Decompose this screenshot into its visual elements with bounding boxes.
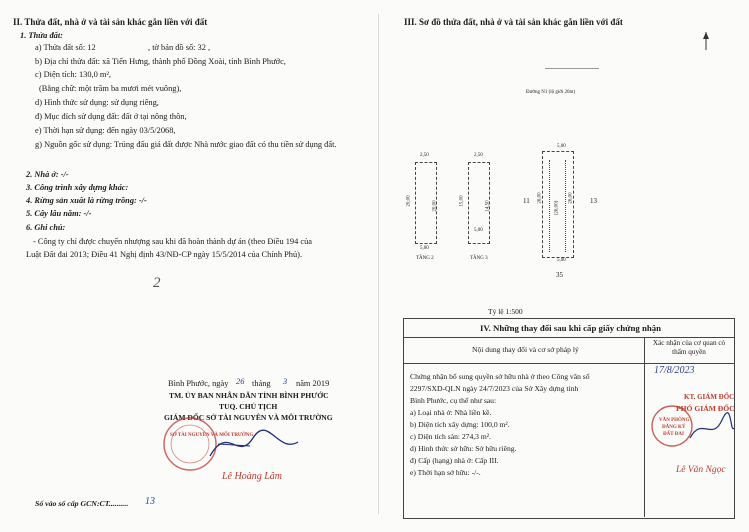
lot-top-width: 5,00 bbox=[557, 144, 566, 149]
section-3-heading: III. Sơ đồ thửa đất, nhà ở và tài sản khác gắn liền với đất bbox=[404, 17, 623, 27]
change-build-area: b) Diện tích xây dựng: 100,0 m². bbox=[410, 420, 510, 429]
change-grade: đ) Cấp (hạng) nhà ở: Cấp III. bbox=[410, 456, 499, 465]
confirm-title: PHÓ GIÁM ĐỐC bbox=[676, 404, 735, 413]
org-line-1: TM. ỦY BAN NHÂN DÂN TỈNH BÌNH PHƯỚC bbox=[169, 391, 329, 400]
north-arrow-icon bbox=[700, 30, 712, 52]
map-scale: Tỷ lệ 1:500 bbox=[488, 307, 523, 316]
org-line-3: GIÁM ĐỐC SỞ TÀI NGUYÊN VÀ MÔI TRƯỜNG bbox=[164, 413, 333, 422]
floor2-caption: TẦNG 2 bbox=[416, 256, 434, 261]
use-purpose: đ) Mục đích sử dụng đất: đất ở tại nông thôn, bbox=[35, 112, 187, 121]
forest-item: 4. Rừng sản xuất là rừng trồng: -/- bbox=[26, 196, 147, 205]
change-term: e) Thời hạn sở hữu: -/-. bbox=[410, 468, 481, 477]
lot-inner-label: (26,00) bbox=[554, 200, 560, 216]
col-confirm-header: Xác nhận của cơ quan có thẩm quyền bbox=[652, 339, 726, 356]
change-line-2: 2297/SXD-QLN ngày 24/7/2023 của Sở Xây dựng tỉnh bbox=[410, 384, 579, 393]
floor3-top: 2,50 bbox=[474, 153, 483, 158]
confirm-stamp-and-signature bbox=[650, 398, 735, 450]
parcel-address: b) Địa chỉ thửa đất: xã Tiến Hưng, thành phố Đồng Xoài, tỉnh Bình Phước, bbox=[35, 57, 286, 66]
notes-title: 6. Ghi chú: bbox=[26, 223, 66, 232]
date-day: 26 bbox=[236, 377, 245, 386]
parcel-area: c) Diện tích: 130,0 m², bbox=[35, 70, 112, 79]
stamp2-line-3: ĐẤT ĐAI bbox=[663, 432, 684, 437]
date-year: năm 2019 bbox=[296, 379, 330, 388]
floor2-top: 2,50 bbox=[420, 153, 429, 158]
map-sheet: , tờ bản đồ số: 32 , bbox=[148, 43, 211, 52]
neighbor-left: 11 bbox=[523, 197, 530, 205]
lot-bottom-width: 5,00 bbox=[557, 258, 566, 263]
parcel-area-words: (Bằng chữ: một trăm ba mươi mét vuông), bbox=[39, 84, 182, 93]
issue-register-number: Số vào sổ cấp GCN:CT.......... bbox=[35, 499, 129, 508]
section-2-heading: II. Thửa đất, nhà ở và tài sản khác gắn liền với đất bbox=[13, 17, 208, 27]
change-line-1: Chứng nhận bổ sung quyền sở hữu nhà ở theo Công văn số bbox=[410, 372, 590, 381]
date-place: Bình Phước, ngày bbox=[168, 379, 229, 388]
handwritten-mark: 2 bbox=[153, 275, 161, 291]
note-line-2: Luật Đất đai 2013; Điều 41 Nghị định 43/NĐ-CP ngày 15/5/2014 của Chính Phủ). bbox=[26, 250, 303, 259]
land-parcel-title: 1. Thửa đất: bbox=[20, 31, 63, 40]
org-line-2: TUQ. CHỦ TỊCH bbox=[219, 402, 278, 411]
road-label: Đường N1 (lộ giới 20m) bbox=[526, 90, 576, 95]
other-works-item: 3. Công trình xây dựng khác: bbox=[26, 183, 129, 192]
stamp2-line-1: VĂN PHÒNG bbox=[659, 418, 690, 423]
date-month: 3 bbox=[283, 377, 288, 386]
floor3-side-2: 14,50 bbox=[485, 200, 491, 212]
note-line-1: - Công ty chỉ được chuyển nhượng sau khi đã hoàn thành dự án (theo Điều 194 của bbox=[33, 237, 313, 246]
stamp2-line-2: ĐĂNG KÝ bbox=[662, 425, 686, 430]
parcel-number: a) Thửa đất số: 12 bbox=[35, 43, 96, 52]
house-item: 2. Nhà ở: -/- bbox=[26, 170, 69, 179]
floor3-caption: TẦNG 3 bbox=[470, 256, 488, 261]
road-line bbox=[545, 68, 599, 69]
change-house-type: a) Loại nhà ở: Nhà liền kề. bbox=[410, 408, 492, 417]
neighbor-bottom: 35 bbox=[556, 271, 563, 279]
stamp-text: SỞ TÀI NGUYÊN VÀ MÔI TRƯỜNG bbox=[170, 433, 254, 438]
change-floor-area: c) Diện tích sàn: 274,3 m². bbox=[410, 432, 491, 441]
floor2-bottom: 5,00 bbox=[420, 246, 429, 251]
confirm-kt-label: KT. GIÁM ĐỐC bbox=[684, 393, 735, 401]
confirm-date-handwritten: 17/8/2023 bbox=[654, 365, 695, 376]
table-rule-1 bbox=[404, 337, 734, 338]
signer-name: Lê Hoàng Lâm bbox=[222, 471, 283, 482]
page-divider bbox=[378, 14, 379, 514]
perennial-item: 5. Cây lâu năm: -/- bbox=[26, 209, 92, 218]
official-stamp-and-signature bbox=[158, 414, 308, 474]
use-term: e) Thời hạn sử dụng: đến ngày 03/5/2068, bbox=[35, 126, 176, 135]
floor2-side-2: 20,00 bbox=[432, 200, 438, 212]
floor3-bottom: 5,00 bbox=[474, 228, 483, 233]
neighbor-right: 13 bbox=[590, 197, 597, 205]
change-ownership: d) Hình thức sở hữu: Sở hữu riêng. bbox=[410, 444, 517, 453]
issue-register-handwritten: 13 bbox=[145, 496, 155, 507]
floor3-side: 15,00 bbox=[459, 195, 465, 207]
table-col-divider bbox=[644, 337, 645, 517]
table-rule-2 bbox=[404, 363, 734, 364]
floor2-side: 20,00 bbox=[406, 195, 412, 207]
col-content-header: Nội dung thay đổi và cơ sở pháp lý bbox=[472, 345, 579, 354]
date-month-label: tháng bbox=[252, 379, 271, 388]
use-form: d) Hình thức sử dụng: sử dụng riêng, bbox=[35, 98, 159, 107]
lot-side-2: 26,00 bbox=[568, 192, 574, 204]
lot-side-1: 26,00 bbox=[537, 192, 543, 204]
signer2-name: Lê Văn Ngọc bbox=[676, 465, 726, 475]
section-4-heading: IV. Những thay đổi sau khi cấp giấy chứng nhận bbox=[480, 323, 662, 333]
use-origin: g) Nguồn gốc sử dụng: Trúng đấu giá đất được Nhà nước giao đất có thu tiền sử dụng đất. bbox=[35, 140, 337, 149]
change-line-3: Bình Phước, cụ thể như sau: bbox=[410, 396, 497, 405]
